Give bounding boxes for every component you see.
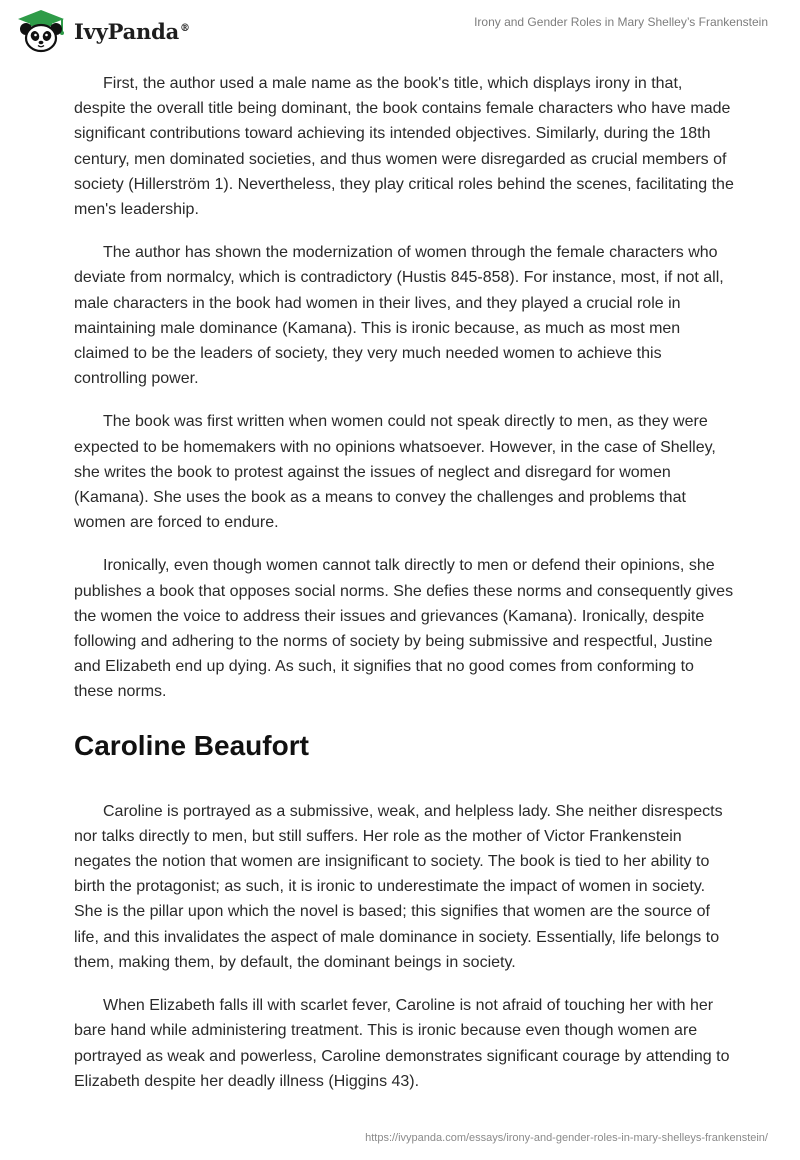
ivypanda-logo[interactable]: [14, 8, 190, 54]
paragraph: Ironically, even though women cannot talk directly to men or defend their opinions, she publishes a book that opposes social norms. She defies these norms and consequently gives the women the voice to address their issues and grievances (Kamana). Ironically, despite following and adhering to the norms of society by being submissive and respectful, Justine and Elizabeth end up dying. As such, it signifies that no good comes from conforming to these norms.: [74, 557, 734, 701]
paragraph: First, the author used a male name as the book's title, which displays irony in that, despite the overall title being dominant, the book contains female characters who have made significant contributions toward achieving its intended objectives. Similarly, during the 18th century, men dominated societies, and thus women were disregarded as crucial members of society (Hillerström 1). Nevertheless, they play critical roles behind the scenes, facilitating the men's leadership.: [74, 75, 734, 219]
paragraph: The author has shown the modernization of women through the female characters who deviate from normalcy, which is contradictory (Hustis 845-858). For instance, most, if not all, male characters in the book had women in their lives, and they played a crucial role in maintaining male dominance (Kamana). This is ironic because, as much as most men claimed to be the leaders of society, they very much needed women to achieve this controlling power.: [74, 244, 724, 388]
paragraph: When Elizabeth falls ill with scarlet fever, Caroline is not afraid of touching her with her bare hand while administering treatment. This is ironic because even though women are portrayed as weak and powerless, Caroline demonstrates significant courage by attending to Elizabeth despite her deadly illness (Higgins 43).: [74, 997, 730, 1090]
logo-text: IvyPanda®: [74, 18, 190, 44]
paragraph: The book was first written when women could not speak directly to men, as they were expected to be homemakers with no opinions whatsoever. However, in the case of Shelley, she writes the book to protest against the issues of neglect and disregard for women (Kamana). She uses the book as a means to convey the challenges and problems that women are forced to endure.: [74, 413, 716, 532]
source-url[interactable]: https://ivypanda.com/essays/irony-and-gender-roles-in-mary-shelleys-frankenstein/: [365, 1132, 768, 1144]
paragraph: Caroline is portrayed as a submissive, weak, and helpless lady. She neither disrespects nor talks directly to men, but still suffers. Her role as the mother of Victor Frankenstein negates the notion that women are insignificant to society. The book is tied to her ability to birth the protagonist; as such, it is ironic to underestimate the impact of women in society. She is the pillar upon which the novel is based; this signifies that women are the source of life, and this invalidates the aspect of male dominance in society. Essentially, life belongs to them, making them, by default, the dominant beings in society.: [74, 802, 723, 971]
page-header: [0, 0, 800, 64]
essay-content: [74, 71, 734, 1112]
panda-graduate-icon: [14, 8, 68, 54]
section-heading: Caroline Beaufort: [74, 729, 309, 761]
document-title: Irony and Gender Roles in Mary Shelley’s Frankenstein: [474, 15, 768, 29]
